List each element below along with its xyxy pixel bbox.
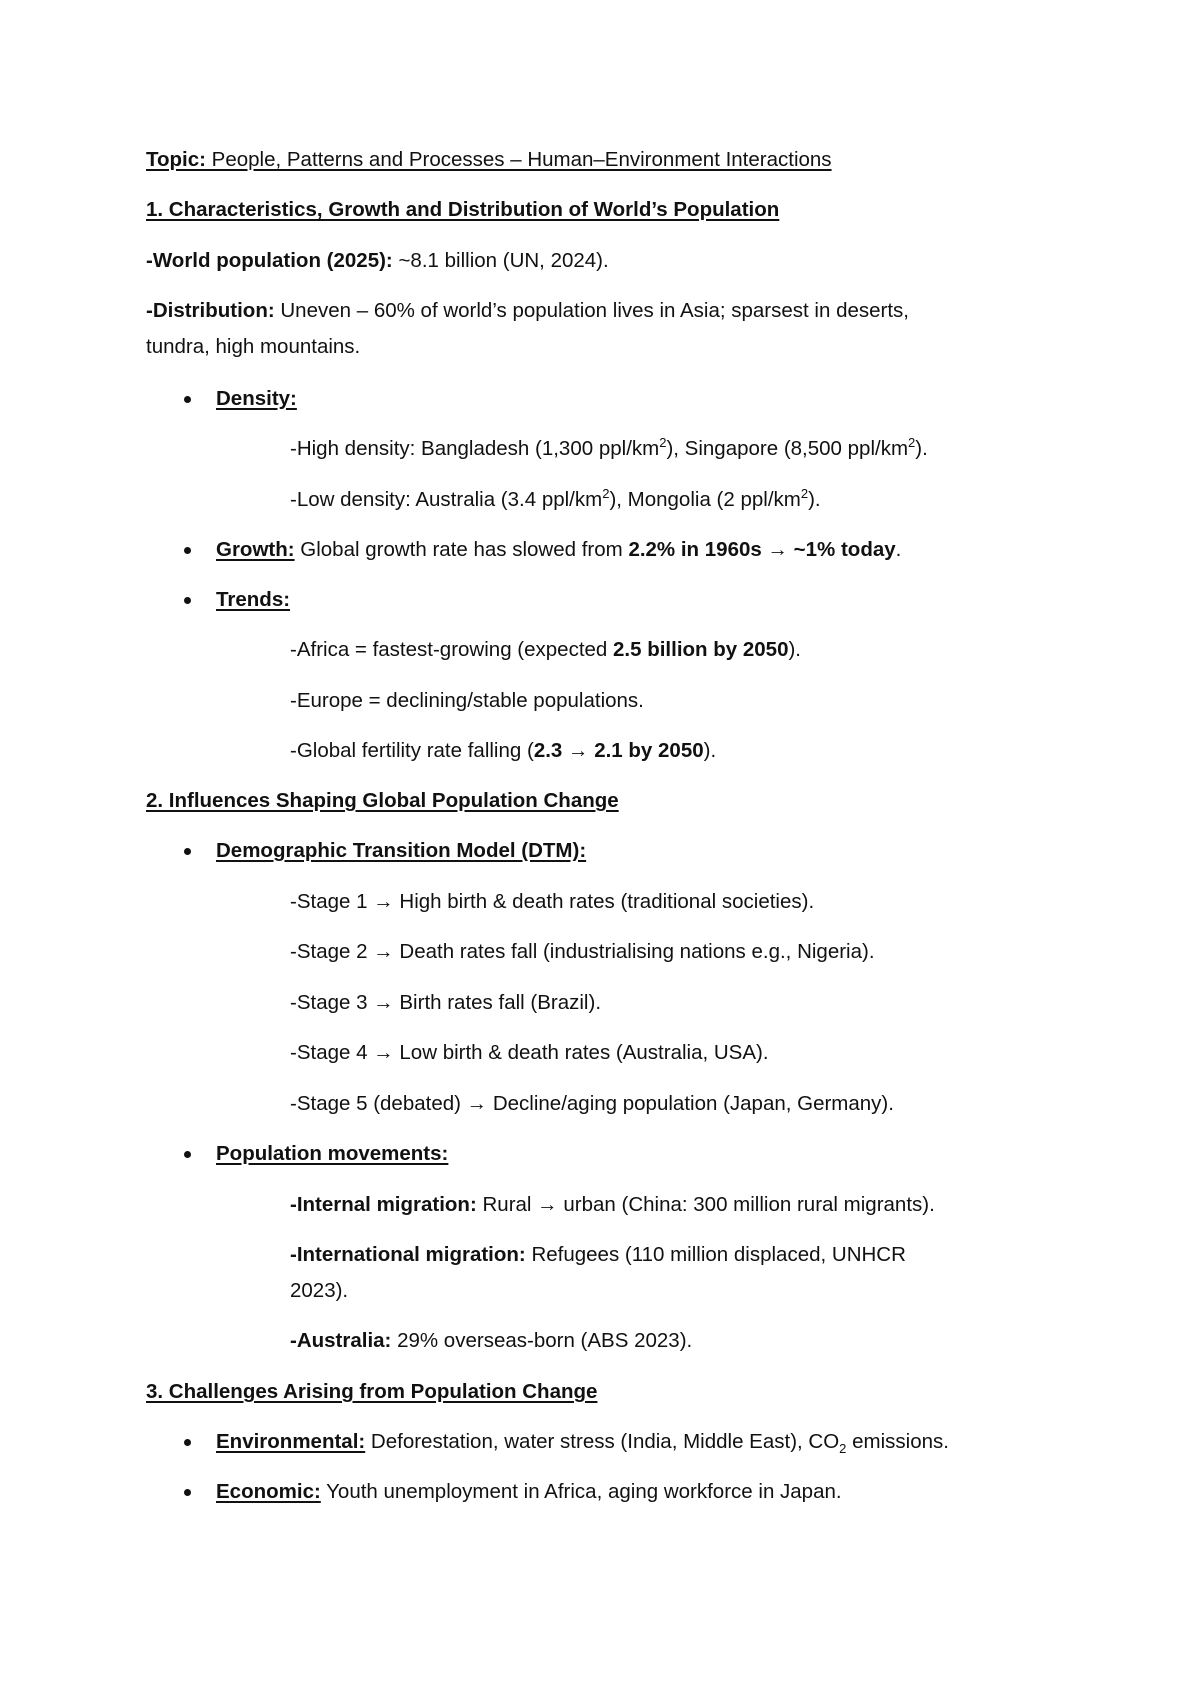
movements-label: Population movements: <box>216 1142 449 1165</box>
high-density-text: ). <box>915 437 928 460</box>
world-population-text: ~8.1 billion (UN, 2024). <box>392 249 609 272</box>
dtm-stage-text: -Stage 2 → Death rates fall (industrialising nations e.g., Nigeria). <box>290 940 875 963</box>
environmental-line <box>216 1429 949 1455</box>
fertility-text: -Global fertility rate falling ( <box>290 739 534 762</box>
topic-text: People, Patterns and Processes – Human–Environment Interactions <box>205 148 832 171</box>
africa-text: -Africa = fastest-growing (expected <box>290 638 614 661</box>
bullet-dot <box>184 1489 191 1496</box>
movements-heading <box>216 1141 448 1167</box>
bullet-dot <box>184 1151 191 1158</box>
distribution-text: Uneven – 60% of world’s population lives in Asia; sparsest in deserts, <box>274 299 910 322</box>
bullet-dot <box>184 396 191 403</box>
section-2-heading-text: 2. Influences Shaping Global Population Change <box>146 789 619 812</box>
trends-heading <box>216 587 290 613</box>
dtm-stage-4 <box>290 1040 769 1066</box>
low-density-line <box>290 487 821 513</box>
superscript: 2 <box>659 435 667 450</box>
topic-line <box>146 147 832 173</box>
section-2-heading <box>146 788 619 814</box>
economic-text: Youth unemployment in Africa, aging workforce in Japan. <box>320 1480 842 1503</box>
dtm-stage-text: -Stage 4 → Low birth & death rates (Australia, USA). <box>290 1041 769 1064</box>
africa-end: ). <box>788 638 802 661</box>
africa-line <box>290 637 801 663</box>
economic-line <box>216 1479 842 1505</box>
low-density-text: ). <box>808 488 821 511</box>
internal-migration-label: -Internal migration: <box>290 1193 477 1216</box>
africa-bold: 2.5 billion by 2050 <box>613 638 789 661</box>
growth-text: Global growth rate has slowed from <box>294 538 629 561</box>
internal-migration-text: Rural → urban (China: 300 million rural migrants). <box>476 1193 935 1216</box>
international-migration-text: Refugees (110 million displaced, UNHCR <box>525 1243 906 1266</box>
bullet-dot <box>184 848 191 855</box>
dtm-stage-3 <box>290 990 601 1016</box>
europe-text: -Europe = declining/stable populations. <box>290 689 644 712</box>
low-density-text: -Low density: Australia (3.4 ppl/km <box>290 488 603 511</box>
bullet-dot <box>184 1439 191 1446</box>
section-1-heading-text: 1. Characteristics, Growth and Distribution of World’s Population <box>146 198 780 221</box>
europe-line <box>290 688 644 714</box>
australia-label: -Australia: <box>290 1329 392 1352</box>
environmental-end: emissions. <box>846 1430 949 1453</box>
dtm-stage-text: -Stage 5 (debated) → Decline/aging population (Japan, Germany). <box>290 1092 894 1115</box>
density-label: Density: <box>216 387 297 410</box>
dtm-heading <box>216 838 586 864</box>
section-1-heading <box>146 197 779 223</box>
fertility-line <box>290 738 716 764</box>
superscript: 2 <box>908 435 916 450</box>
australia-text: 29% overseas-born (ABS 2023). <box>391 1329 693 1352</box>
distribution-text-2: tundra, high mountains. <box>146 335 361 358</box>
dtm-stage-text: -Stage 3 → Birth rates fall (Brazil). <box>290 991 602 1014</box>
high-density-text: ), Singapore (8,500 ppl/km <box>666 437 909 460</box>
bullet-dot <box>184 597 191 604</box>
australia-line <box>290 1328 692 1354</box>
growth-end: . <box>895 538 902 561</box>
international-migration-line-2 <box>290 1278 348 1304</box>
dtm-stage-1 <box>290 889 814 915</box>
world-population-line <box>146 248 609 274</box>
world-population-label: -World population (2025): <box>146 249 393 272</box>
growth-line <box>216 537 901 563</box>
low-density-text: ), Mongolia (2 ppl/km <box>609 488 801 511</box>
superscript: 2 <box>602 486 610 501</box>
superscript: 2 <box>800 486 809 501</box>
growth-bold: 2.2% in 1960s → ~1% today <box>628 538 896 561</box>
density-heading <box>216 386 297 412</box>
dtm-stage-text: -Stage 1 → High birth & death rates (traditional societies). <box>290 890 815 913</box>
dtm-label: Demographic Transition Model (DTM): <box>216 839 587 862</box>
subscript: 2 <box>839 1441 847 1456</box>
distribution-label: -Distribution: <box>146 299 275 322</box>
dtm-stage-2 <box>290 939 875 965</box>
fertility-bold: 2.3 → 2.1 by 2050 <box>533 739 704 762</box>
high-density-line <box>290 436 928 462</box>
topic-label: Topic: <box>146 148 206 171</box>
bullet-dot <box>184 547 191 554</box>
section-3-heading-text: 3. Challenges Arising from Population Change <box>146 1380 598 1403</box>
international-migration-text-2: 2023). <box>290 1279 349 1302</box>
environmental-text: Deforestation, water stress (India, Middle East), CO <box>365 1430 840 1453</box>
fertility-end: ). <box>703 739 717 762</box>
international-migration-line <box>290 1242 906 1268</box>
high-density-text: -High density: Bangladesh (1,300 ppl/km <box>290 437 660 460</box>
section-3-heading <box>146 1379 597 1405</box>
growth-label: Growth: <box>216 538 295 561</box>
dtm-stage-5 <box>290 1091 894 1117</box>
economic-label: Economic: <box>216 1480 321 1503</box>
distribution-line <box>146 298 909 324</box>
distribution-line-2 <box>146 334 360 360</box>
internal-migration-line <box>290 1192 935 1218</box>
trends-label: Trends: <box>216 588 291 611</box>
international-migration-label: -International migration: <box>290 1243 526 1266</box>
environmental-label: Environmental: <box>216 1430 366 1453</box>
